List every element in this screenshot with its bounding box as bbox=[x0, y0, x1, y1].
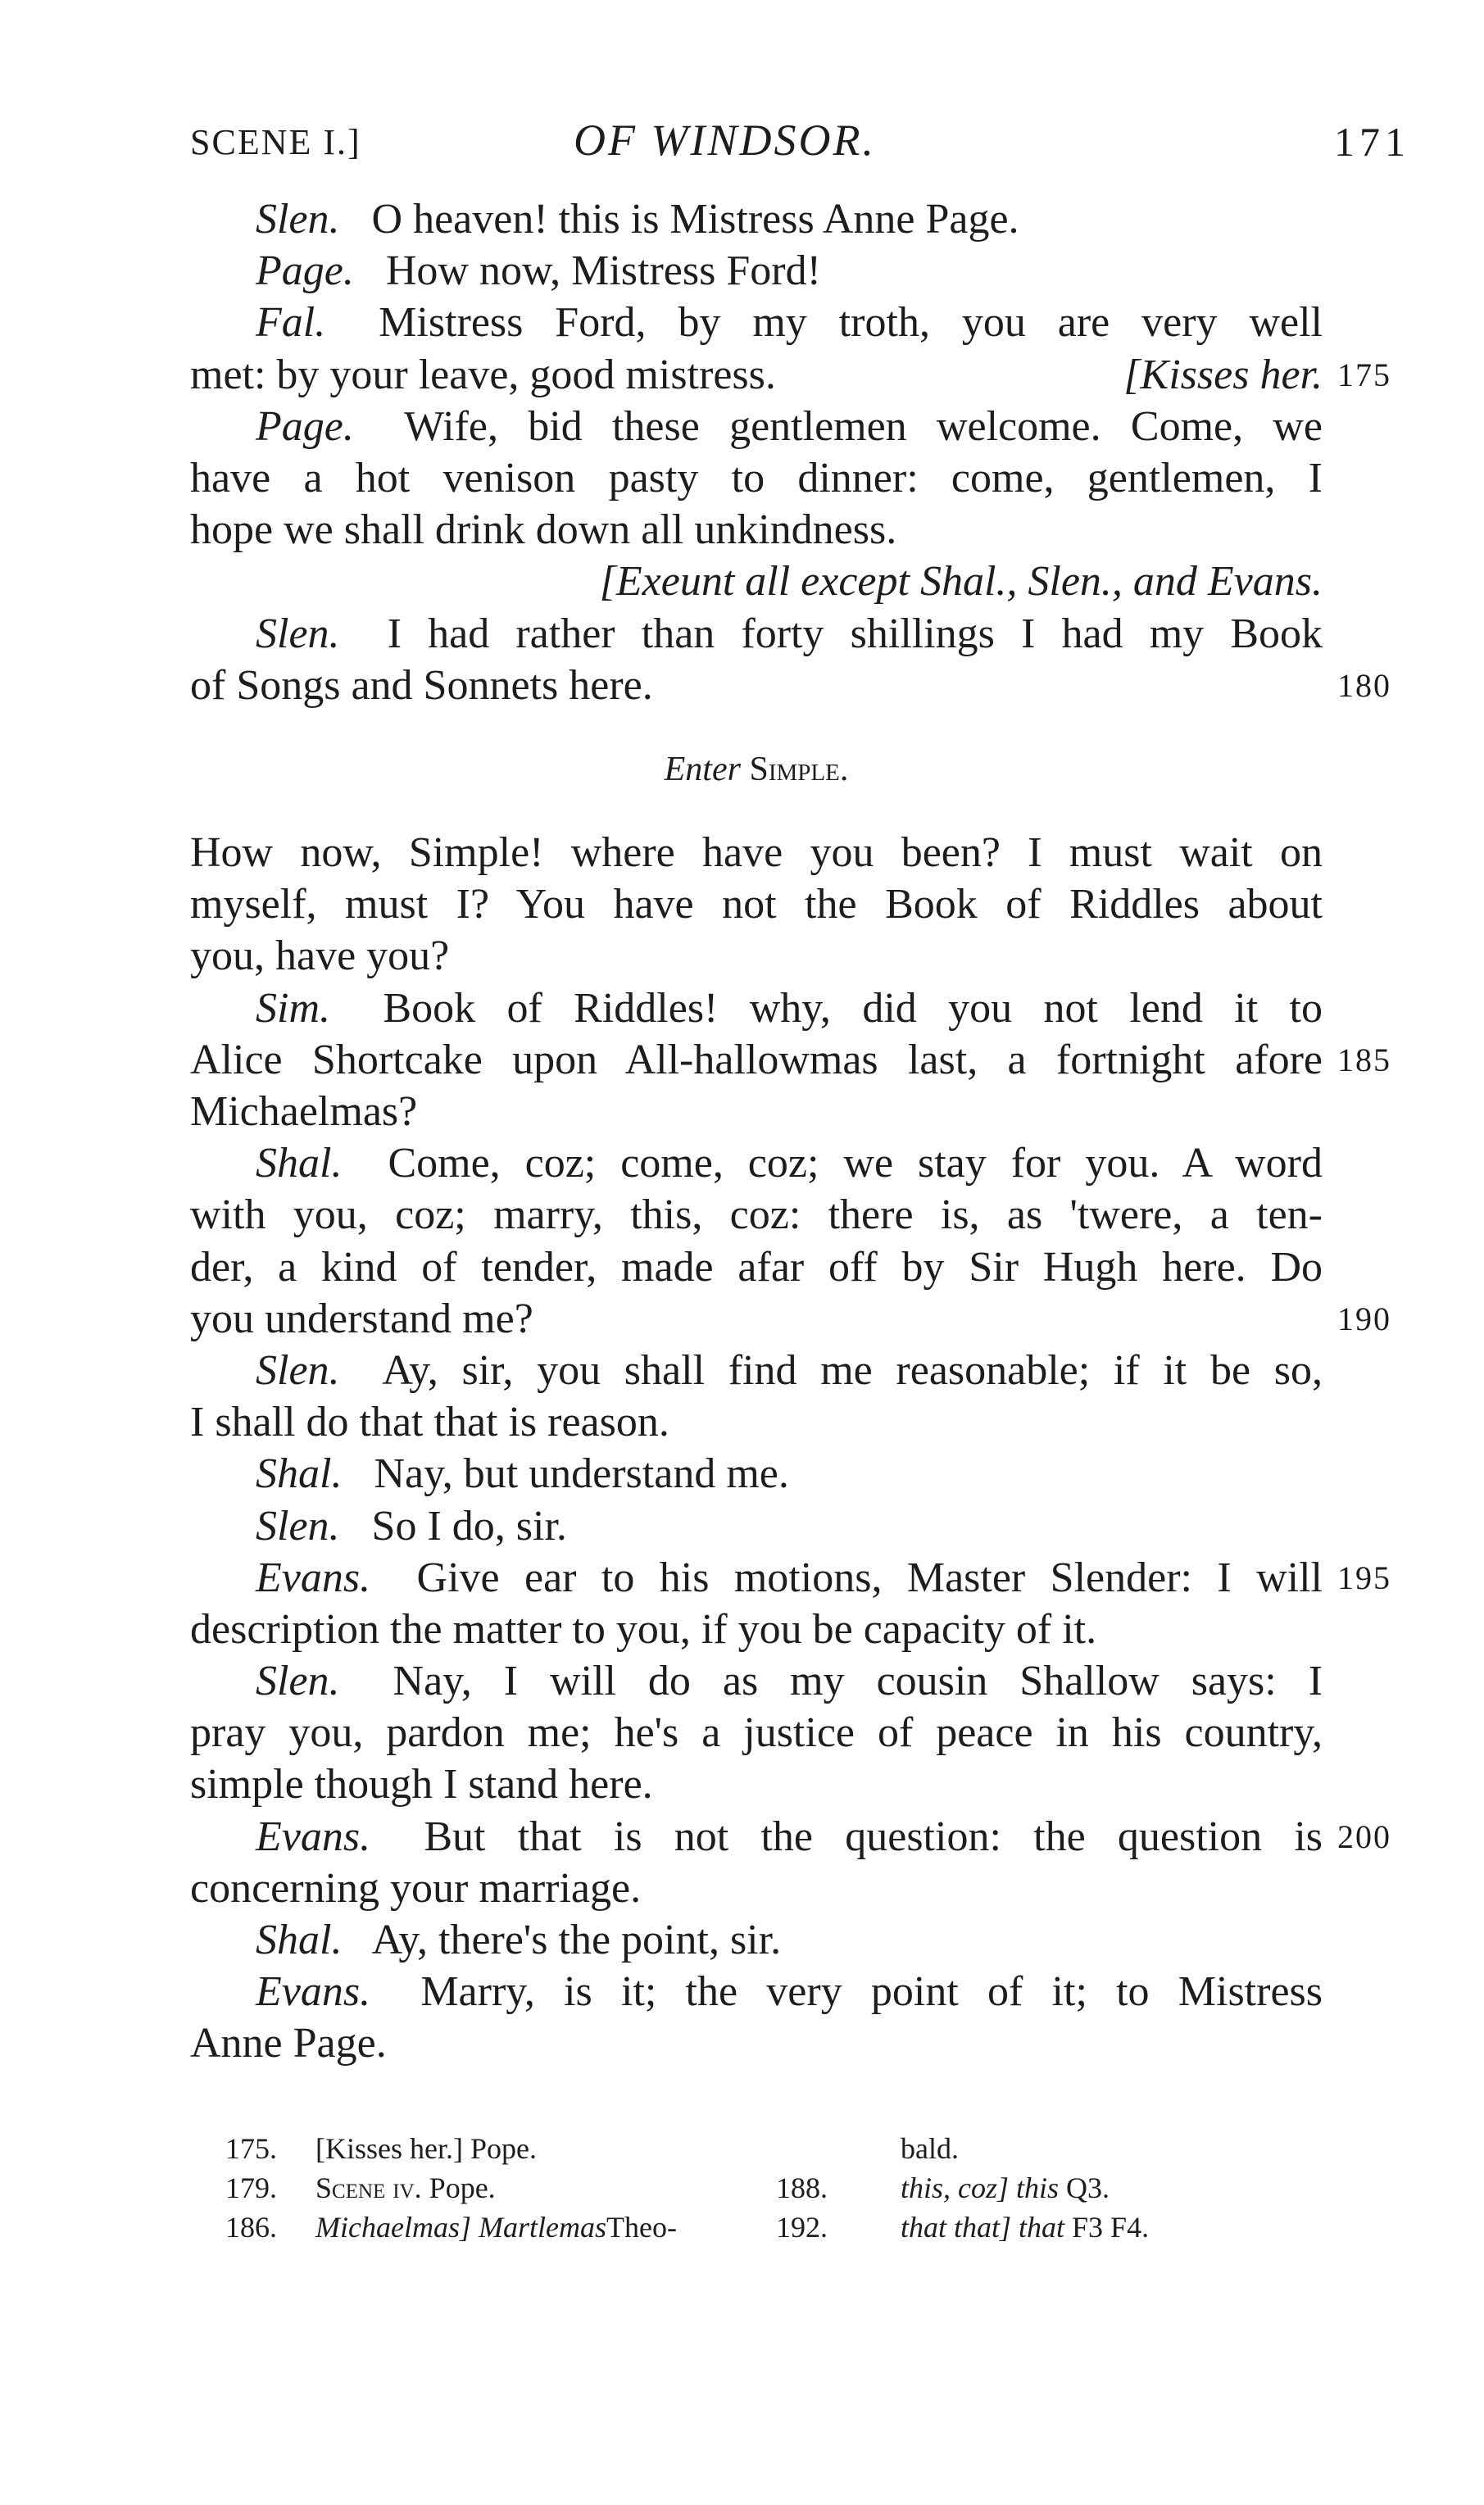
speech-text: myself, must I? You have not the Book of Riddles about bbox=[190, 881, 1323, 928]
text-line bbox=[190, 608, 1323, 660]
footnote-text: [Kisses her.] Pope. bbox=[315, 2132, 537, 2165]
speech-text: hope we shall drink down all unkindness. bbox=[190, 506, 897, 554]
text-line bbox=[190, 930, 1323, 982]
speaker-name: Page. bbox=[256, 402, 354, 450]
play-text bbox=[190, 193, 1391, 2070]
footnote-scene: Scene iv. bbox=[315, 2171, 422, 2204]
footnote-text: Q3. bbox=[1066, 2171, 1110, 2204]
text-line bbox=[190, 1604, 1323, 1655]
text-line bbox=[190, 744, 1323, 796]
text-line bbox=[190, 452, 1323, 504]
speaker-name: Slen. bbox=[256, 610, 340, 657]
speech-text: Book of Riddles! why, did you not lend it to bbox=[383, 984, 1323, 1032]
running-header-scene: SCENE I.] bbox=[190, 122, 361, 162]
speech-text: of Songs and Sonnets here. bbox=[190, 661, 653, 709]
speech-text: you understand me? bbox=[190, 1295, 533, 1342]
speech-text: simple though I stand here. bbox=[190, 1761, 653, 1808]
text-line bbox=[190, 1811, 1391, 1863]
speaker-name: Evans. bbox=[256, 1554, 371, 1601]
speech-text: I shall do that that is reason. bbox=[190, 1399, 669, 1446]
text-line bbox=[190, 1655, 1323, 1707]
speech-text: you, have you? bbox=[190, 933, 450, 980]
speech-text: Give ear to his motions, Master Slender: I will bbox=[416, 1554, 1323, 1601]
speech-text: description the matter to you, if you be capacity of it. bbox=[190, 1605, 1097, 1653]
speech-text: O heaven! this is Mistress Anne Page. bbox=[371, 196, 1019, 243]
text-line bbox=[190, 504, 1323, 556]
footnotes bbox=[225, 2129, 1150, 2247]
speech-text: der, a kind of tender, made afar off by Sir Hugh here. Do bbox=[190, 1243, 1323, 1291]
text-line bbox=[190, 982, 1323, 1034]
speaker-name: Shal. bbox=[256, 1140, 343, 1187]
speech-text: Nay, but understand me. bbox=[374, 1450, 789, 1498]
line-number: 185 bbox=[1337, 1041, 1391, 1078]
footnote-right-column bbox=[776, 2208, 1149, 2247]
text-line bbox=[190, 1086, 1323, 1137]
footnote-row bbox=[225, 2168, 1110, 2208]
speech-text: But that is not the question: the question is bbox=[424, 1813, 1323, 1860]
footnote-right-column bbox=[776, 2168, 1110, 2208]
text-line bbox=[190, 1448, 1323, 1500]
text-line bbox=[190, 1241, 1323, 1293]
stage-direction-enter: Enter bbox=[664, 750, 741, 788]
page-number: 171 bbox=[1334, 119, 1410, 165]
line-number: 195 bbox=[1337, 1559, 1391, 1596]
speech-text: pray you, pardon me; he's a justice of peace in his country, bbox=[190, 1709, 1323, 1757]
text-line bbox=[190, 1293, 1391, 1345]
speaker-name: Shal. bbox=[256, 1917, 343, 1963]
footnote-text: F3 F4. bbox=[1072, 2211, 1150, 2244]
speaker-name: Shal. bbox=[256, 1450, 343, 1498]
speech-text: Wife, bid these gentlemen welcome. Come, we bbox=[404, 402, 1323, 450]
footnote-row bbox=[225, 2208, 1150, 2247]
footnote-reading: that that] that bbox=[901, 2211, 1065, 2244]
footnote-row bbox=[225, 2129, 959, 2168]
text-line bbox=[190, 193, 1323, 245]
line-number: 190 bbox=[1337, 1300, 1391, 1337]
text-line bbox=[190, 1500, 1323, 1552]
text-line bbox=[190, 401, 1323, 452]
speech-text: have a hot venison pasty to dinner: come, gentlemen, I bbox=[190, 454, 1323, 501]
footnote-line-ref: 179. bbox=[225, 2171, 277, 2204]
speech-text: Come, coz; come, coz; we stay for you. A word bbox=[388, 1140, 1323, 1187]
speech-text: How now, Simple! where have you been? I must wait on bbox=[190, 829, 1323, 877]
speaker-name: Slen. bbox=[256, 1346, 340, 1394]
speaker-name: Evans. bbox=[256, 1968, 371, 2016]
footnote-text: Theo- bbox=[606, 2211, 677, 2244]
footnote-right-column bbox=[776, 2129, 959, 2168]
text-line bbox=[190, 245, 1323, 297]
line-number: 180 bbox=[1337, 666, 1391, 704]
speech-text: Ay, sir, you shall find me reasonable; if it be so, bbox=[382, 1346, 1323, 1394]
footnote-line-ref: 188. bbox=[776, 2171, 828, 2204]
footnote-text: bald. bbox=[901, 2132, 959, 2165]
text-line bbox=[190, 349, 1391, 401]
speech-text: Ay, there's the point, sir. bbox=[371, 1917, 782, 1963]
speaker-name: Evans. bbox=[256, 1813, 371, 1860]
text-line bbox=[190, 1137, 1323, 1189]
speaker-name: Sim. bbox=[256, 984, 330, 1032]
speaker-name: Slen. bbox=[256, 1502, 340, 1550]
running-header-title: OF WINDSOR. bbox=[574, 116, 876, 165]
text-line bbox=[190, 1914, 1323, 1966]
speech-text: Marry, is it; the very point of it; to Mistress bbox=[420, 1968, 1323, 2016]
footnote-line-ref: 186. bbox=[225, 2211, 277, 2244]
speech-text: I had rather than forty shillings I had my Book bbox=[387, 610, 1323, 657]
line-number: 175 bbox=[1337, 356, 1391, 393]
text-line bbox=[190, 1966, 1323, 2017]
text-line bbox=[190, 1863, 1323, 1914]
speaker-name: Slen. bbox=[256, 196, 340, 243]
speech-text: Anne Page. bbox=[190, 2020, 387, 2067]
text-line bbox=[190, 297, 1323, 348]
footnote-line-ref: 192. bbox=[776, 2211, 828, 2244]
speech-text: Mistress Ford, by my troth, you are very well bbox=[379, 299, 1323, 347]
speech-text: with you, coz; marry, this, coz: there is, as 'twere, a ten- bbox=[190, 1191, 1323, 1239]
text-line bbox=[190, 1189, 1323, 1241]
entering-character: Simple. bbox=[749, 750, 849, 788]
footnote-reading: Michaelmas] Martlemas bbox=[315, 2211, 606, 2244]
speech-text: concerning your marriage. bbox=[190, 1864, 642, 1912]
stage-direction: [Exeunt all except Shal., Slen., and Evans. bbox=[599, 558, 1323, 606]
footnote-text: Pope. bbox=[429, 2171, 496, 2204]
text-line bbox=[190, 660, 1391, 711]
text-line bbox=[190, 556, 1323, 607]
text-line bbox=[190, 1345, 1323, 1396]
text-line bbox=[190, 1707, 1323, 1758]
stage-direction: [Kisses her. bbox=[1123, 351, 1323, 398]
speaker-name: Fal. bbox=[256, 299, 326, 347]
speech-text: How now, Mistress Ford! bbox=[385, 247, 821, 295]
text-line bbox=[190, 878, 1323, 930]
footnote-reading: this, coz] this bbox=[901, 2171, 1060, 2204]
speech-text: met: by your leave, good mistress. bbox=[190, 351, 776, 398]
speech-text: So I do, sir. bbox=[371, 1502, 567, 1550]
speaker-name: Page. bbox=[256, 247, 354, 295]
text-line bbox=[190, 2017, 1323, 2069]
text-line bbox=[190, 1758, 1323, 1810]
speaker-name: Slen. bbox=[256, 1658, 340, 1705]
text-line bbox=[190, 827, 1323, 878]
speech-text: Alice Shortcake upon All-hallowmas last, a fortnight afore bbox=[190, 1036, 1323, 1083]
speech-text: Nay, I will do as my cousin Shallow says: I bbox=[393, 1658, 1323, 1705]
text-line bbox=[190, 1034, 1391, 1086]
footnote-line-ref: 175. bbox=[225, 2132, 277, 2165]
text-line bbox=[190, 1552, 1391, 1604]
text-line bbox=[190, 1396, 1323, 1448]
line-number: 200 bbox=[1337, 1817, 1391, 1855]
speech-text: Michaelmas? bbox=[190, 1088, 418, 1135]
